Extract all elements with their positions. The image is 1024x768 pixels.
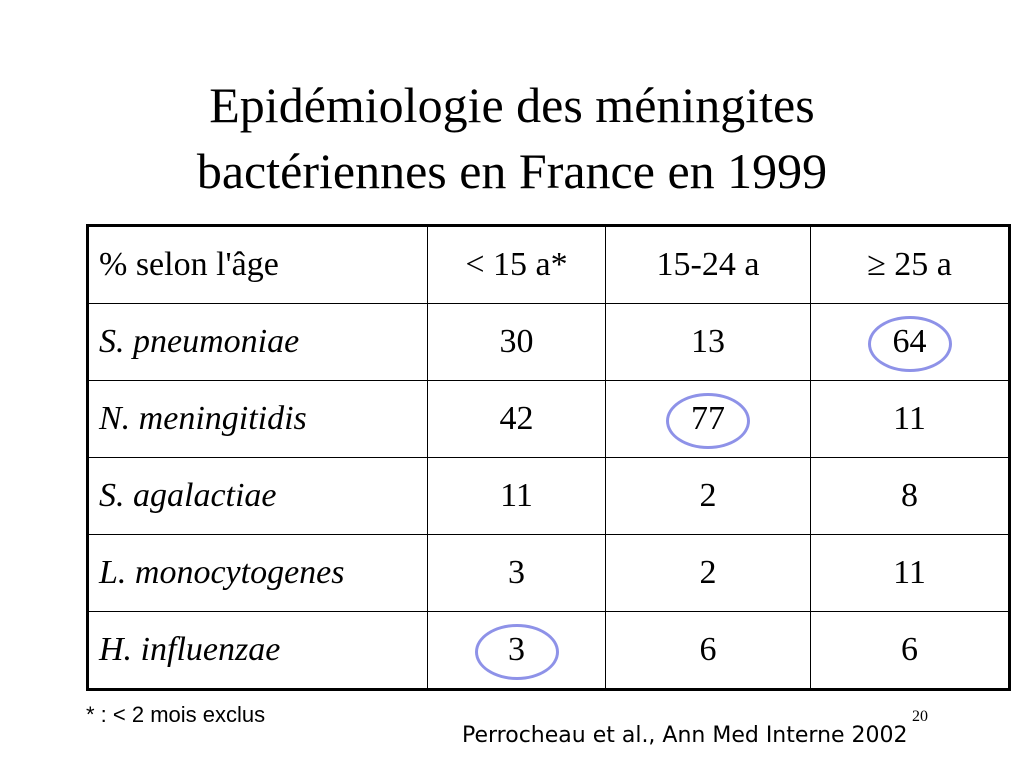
table-cell bbox=[606, 304, 811, 381]
page-number: 20 bbox=[912, 708, 928, 725]
row-label: N. meningitidis bbox=[88, 381, 428, 458]
footnote: * : < 2 mois exclus bbox=[86, 702, 266, 727]
table-body bbox=[88, 226, 1010, 690]
header-cell: ≥ 25 a bbox=[811, 226, 1010, 304]
table-row bbox=[88, 304, 1010, 381]
cell-value: 3 bbox=[508, 631, 525, 668]
table-cell bbox=[811, 304, 1010, 381]
cell-value: 11 bbox=[893, 400, 926, 437]
cell-value: 11 bbox=[893, 554, 926, 591]
data-table bbox=[86, 224, 1011, 691]
cell-value: 42 bbox=[499, 400, 534, 437]
title-line-1: Epidémiologie des méningites bbox=[209, 77, 815, 133]
table-cell bbox=[606, 458, 811, 535]
cell-value: 8 bbox=[901, 477, 918, 514]
title-line-2: bactériennes en France en 1999 bbox=[196, 143, 828, 199]
header-cell: < 15 a* bbox=[428, 226, 606, 304]
table-cell bbox=[811, 612, 1010, 690]
table-row bbox=[88, 458, 1010, 535]
table-cell bbox=[606, 612, 811, 690]
header-row bbox=[88, 226, 1010, 304]
table-cell bbox=[428, 535, 606, 612]
cell-value: 64 bbox=[892, 323, 927, 360]
table-row bbox=[88, 535, 1010, 612]
table-cell bbox=[606, 381, 811, 458]
cell-value: 6 bbox=[901, 631, 918, 668]
row-label: S. agalactiae bbox=[88, 458, 428, 535]
row-label: S. pneumoniae bbox=[88, 304, 428, 381]
cell-value: 2 bbox=[699, 554, 717, 591]
table-row bbox=[88, 381, 1010, 458]
header-cell: 15-24 a bbox=[606, 226, 811, 304]
cell-value: 30 bbox=[499, 323, 534, 360]
cell-value: 77 bbox=[691, 400, 725, 437]
table-cell bbox=[606, 535, 811, 612]
table-cell bbox=[428, 612, 606, 690]
row-label: L. monocytogenes bbox=[88, 535, 428, 612]
table-cell bbox=[428, 458, 606, 535]
table-cell bbox=[428, 381, 606, 458]
citation: Perrocheau et al., Ann Med Interne 2002 bbox=[462, 723, 908, 748]
cell-value: 2 bbox=[699, 477, 717, 514]
table-cell bbox=[428, 304, 606, 381]
header-cell: % selon l'âge bbox=[88, 226, 428, 304]
table-cell bbox=[811, 458, 1010, 535]
cell-value: 6 bbox=[699, 631, 717, 668]
row-label: H. influenzae bbox=[88, 612, 428, 690]
table-cell bbox=[811, 381, 1010, 458]
cell-value: 13 bbox=[691, 323, 725, 360]
cell-value: 3 bbox=[508, 554, 525, 591]
table-cell bbox=[811, 535, 1010, 612]
slide-title bbox=[0, 72, 1024, 204]
cell-value: 11 bbox=[500, 477, 533, 514]
table-row bbox=[88, 612, 1010, 690]
